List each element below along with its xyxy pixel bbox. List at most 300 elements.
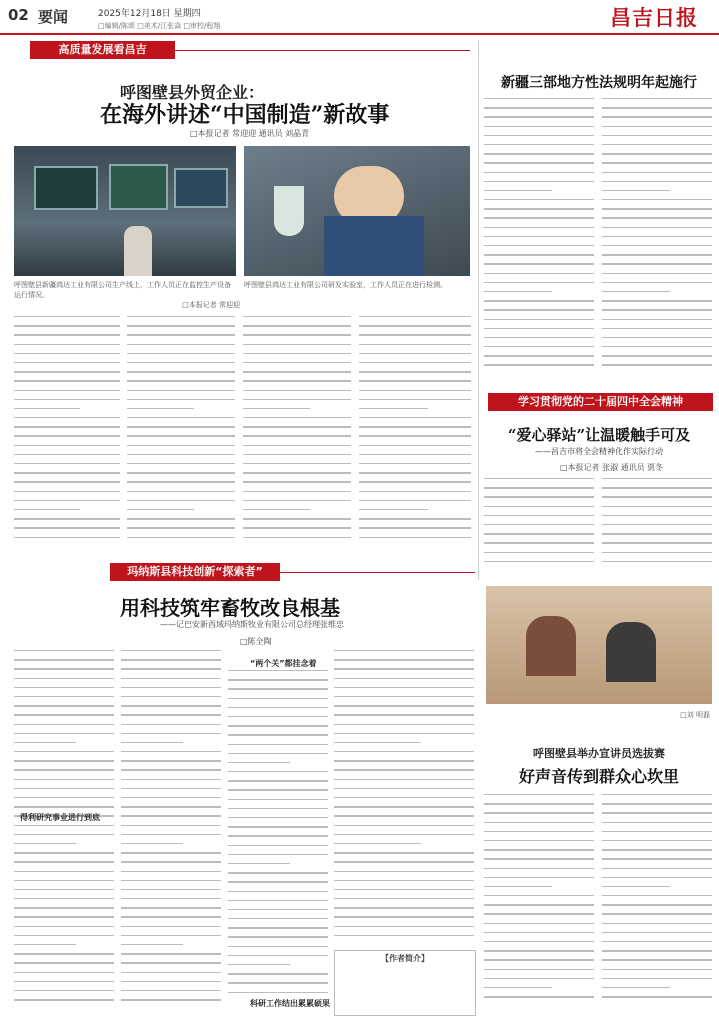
text-line — [484, 190, 552, 191]
author-note-box — [334, 950, 476, 1016]
text-line — [484, 496, 594, 497]
text-line — [602, 996, 712, 997]
text-line — [121, 880, 221, 881]
text-line — [602, 849, 712, 850]
tech-body-col-1 — [14, 650, 114, 1010]
text-line — [121, 659, 221, 660]
text-line — [243, 481, 351, 482]
text-line — [127, 408, 194, 409]
text-line — [334, 788, 474, 789]
text-line — [484, 895, 594, 896]
text-line — [243, 509, 310, 510]
text-line — [484, 941, 594, 942]
text-line — [334, 889, 474, 890]
text-line — [228, 927, 328, 928]
text-line — [602, 135, 712, 136]
law-headline: 新疆三部地方性法规明年起施行 — [501, 75, 697, 91]
text-line — [127, 472, 235, 473]
text-line — [484, 812, 594, 813]
text-line — [359, 518, 471, 519]
text-line — [14, 797, 114, 798]
text-line — [484, 849, 594, 850]
text-line — [602, 794, 712, 795]
tech-bottom-heading: 科研工作结出累累硕果 — [250, 999, 330, 1008]
text-line — [228, 670, 328, 671]
text-line — [228, 734, 328, 735]
text-line — [228, 707, 328, 708]
text-line — [602, 941, 712, 942]
text-line — [484, 515, 594, 516]
text-line — [121, 834, 221, 835]
text-line — [121, 825, 221, 826]
text-line — [359, 399, 471, 400]
text-line — [14, 650, 114, 651]
text-line — [334, 797, 474, 798]
bottom-right-photo-credit: □刘 明磊 — [680, 711, 710, 719]
text-line — [484, 904, 594, 905]
text-line — [14, 362, 120, 363]
text-line — [228, 780, 328, 781]
text-line — [602, 478, 712, 479]
text-line — [243, 426, 351, 427]
text-line — [127, 316, 235, 317]
text-line — [14, 454, 120, 455]
text-line — [243, 408, 310, 409]
text-line — [228, 918, 328, 919]
text-line — [121, 733, 221, 734]
section-name: 要闻 — [38, 8, 69, 26]
text-line — [484, 309, 594, 310]
text-line — [14, 491, 120, 492]
text-line — [359, 362, 471, 363]
text-line — [14, 760, 114, 761]
text-line — [14, 472, 120, 473]
speech-headline: 好声音传到群众心坎里 — [518, 767, 679, 786]
text-line — [127, 500, 235, 501]
text-line — [228, 891, 328, 892]
text-line — [228, 955, 328, 956]
text-line — [243, 353, 351, 354]
text-line — [602, 923, 712, 924]
text-line — [14, 371, 120, 372]
text-line — [127, 371, 235, 372]
text-line — [602, 533, 712, 534]
text-line — [359, 426, 471, 427]
text-line — [14, 926, 114, 927]
text-line — [602, 144, 712, 145]
text-line — [602, 282, 712, 283]
text-line — [14, 325, 120, 326]
text-line — [334, 678, 474, 679]
text-line — [127, 454, 235, 455]
text-line — [484, 98, 594, 99]
text-line — [359, 463, 471, 464]
text-line — [228, 688, 328, 689]
text-line — [228, 854, 328, 855]
lead-caption-right: 呼图壁县鸿达工业有限公司研发实验室，工作人员正在进行检测。 — [244, 281, 447, 289]
text-line — [484, 478, 594, 479]
text-line — [127, 380, 235, 381]
text-line — [334, 696, 474, 697]
text-line — [121, 981, 221, 982]
text-line — [228, 789, 328, 790]
text-line — [121, 687, 221, 688]
text-line — [121, 999, 221, 1000]
issue-date: 2025年12月18日 星期四 — [98, 9, 201, 19]
lead-body-col-2 — [127, 316, 235, 552]
text-line — [334, 926, 474, 927]
text-line — [359, 380, 471, 381]
text-line — [602, 950, 712, 951]
text-line — [243, 390, 351, 391]
text-line — [14, 806, 114, 807]
page-number: 02 — [8, 6, 29, 24]
text-line — [14, 935, 114, 936]
text-line — [484, 487, 594, 488]
text-line — [484, 172, 594, 173]
text-line — [228, 835, 328, 836]
text-line — [14, 678, 114, 679]
text-line — [602, 236, 712, 237]
lead-caption-left-credit: □本报记者 常迎迎 — [182, 301, 240, 309]
text-line — [484, 996, 594, 997]
text-line — [484, 126, 594, 127]
text-line — [359, 509, 428, 510]
text-line — [14, 907, 114, 908]
post-subhead: ——昌吉市将全会精神化作实际行动 — [535, 447, 663, 456]
text-line — [334, 852, 474, 853]
text-line — [14, 353, 120, 354]
text-line — [228, 744, 328, 745]
text-line — [243, 371, 351, 372]
text-line — [14, 972, 114, 973]
text-line — [14, 742, 76, 743]
text-line — [121, 852, 221, 853]
text-line — [334, 760, 474, 761]
text-line — [121, 953, 221, 954]
tech-side-heading: 得利研究事业进行到底 — [20, 813, 100, 822]
text-line — [602, 364, 712, 365]
text-line — [484, 840, 594, 841]
text-line — [14, 916, 114, 917]
text-line — [121, 926, 221, 927]
tech-banner-rule — [280, 572, 475, 573]
text-line — [14, 687, 114, 688]
text-line — [243, 417, 351, 418]
text-line — [121, 962, 221, 963]
text-line — [334, 659, 474, 660]
text-line — [14, 769, 114, 770]
text-line — [14, 871, 114, 872]
text-line — [602, 913, 712, 914]
text-line — [334, 733, 474, 734]
text-line — [334, 825, 474, 826]
text-line — [484, 364, 594, 365]
text-line — [243, 325, 351, 326]
text-line — [484, 217, 594, 218]
text-line — [14, 417, 120, 418]
author-note-title: 【作者简介】 — [381, 954, 429, 963]
tech-mid-heading: “两个关”都挂念着 — [250, 659, 317, 668]
text-line — [334, 724, 474, 725]
text-line — [243, 518, 351, 519]
tech-byline: □陈全陶 — [240, 637, 272, 646]
text-line — [602, 126, 712, 127]
text-line — [334, 742, 421, 743]
text-line — [484, 913, 594, 914]
text-line — [602, 515, 712, 516]
text-line — [334, 843, 421, 844]
text-line — [228, 845, 328, 846]
text-line — [484, 319, 594, 320]
text-line — [243, 500, 351, 501]
text-line — [121, 779, 221, 780]
text-line — [359, 390, 471, 391]
text-line — [121, 916, 221, 917]
text-line — [14, 408, 80, 409]
text-line — [602, 978, 712, 979]
text-line — [484, 208, 594, 209]
text-line — [14, 779, 114, 780]
text-line — [484, 969, 594, 970]
text-line — [121, 990, 221, 991]
text-line — [121, 944, 183, 945]
text-line — [127, 435, 235, 436]
tech-body-col-4 — [334, 650, 474, 950]
text-line — [14, 834, 114, 835]
text-line — [121, 724, 221, 725]
text-line — [228, 936, 328, 937]
text-line — [602, 895, 712, 896]
text-line — [121, 898, 221, 899]
text-line — [121, 760, 221, 761]
text-line — [602, 162, 712, 163]
text-line — [121, 907, 221, 908]
text-line — [484, 868, 594, 869]
text-line — [602, 904, 712, 905]
text-line — [484, 355, 594, 356]
text-line — [602, 309, 712, 310]
text-line — [127, 527, 235, 528]
text-line — [359, 353, 471, 354]
text-line — [14, 380, 120, 381]
text-line — [602, 337, 712, 338]
text-line — [14, 500, 120, 501]
text-line — [484, 328, 594, 329]
text-line — [14, 962, 114, 963]
lead-body-col-3 — [243, 316, 351, 552]
text-line — [334, 769, 474, 770]
text-line — [14, 852, 114, 853]
text-line — [602, 542, 712, 543]
text-line — [484, 959, 594, 960]
text-line — [484, 153, 594, 154]
text-line — [14, 509, 80, 510]
text-line — [228, 863, 290, 864]
text-line — [228, 946, 328, 947]
text-line — [484, 227, 594, 228]
text-line — [121, 668, 221, 669]
text-line — [484, 831, 594, 832]
text-line — [127, 334, 235, 335]
text-line — [602, 858, 712, 859]
text-line — [359, 435, 471, 436]
text-line — [14, 880, 114, 881]
text-line — [484, 524, 594, 525]
text-line — [243, 316, 351, 317]
text-line — [334, 861, 474, 862]
text-line — [14, 481, 120, 482]
bottom-right-photo — [486, 586, 712, 704]
text-line — [228, 698, 328, 699]
text-line — [243, 399, 351, 400]
text-line — [121, 797, 221, 798]
text-line — [602, 932, 712, 933]
text-line — [243, 527, 351, 528]
text-line — [602, 346, 712, 347]
text-line — [602, 328, 712, 329]
text-line — [14, 668, 114, 669]
text-line — [359, 481, 471, 482]
text-line — [602, 959, 712, 960]
text-line — [602, 227, 712, 228]
text-line — [602, 969, 712, 970]
text-line — [14, 999, 114, 1000]
text-line — [484, 282, 594, 283]
post-body-col-2 — [602, 478, 712, 574]
tech-body-col-2 — [121, 650, 221, 1010]
text-line — [127, 426, 235, 427]
text-line — [14, 344, 120, 345]
header-rule — [0, 33, 719, 35]
text-line — [127, 518, 235, 519]
text-line — [334, 898, 474, 899]
text-line — [334, 668, 474, 669]
text-line — [228, 982, 328, 983]
text-line — [334, 871, 474, 872]
text-line — [484, 107, 594, 108]
text-line — [484, 877, 594, 878]
lead-body-col-4 — [359, 316, 471, 552]
text-line — [484, 135, 594, 136]
text-line — [121, 889, 221, 890]
text-line — [359, 408, 428, 409]
text-line — [334, 806, 474, 807]
text-line — [359, 417, 471, 418]
text-line — [121, 972, 221, 973]
text-line — [14, 981, 114, 982]
text-line — [484, 273, 594, 274]
text-line — [602, 803, 712, 804]
text-line — [228, 679, 328, 680]
text-line — [602, 291, 670, 292]
text-line — [228, 762, 290, 763]
text-line — [359, 325, 471, 326]
text-line — [484, 822, 594, 823]
text-line — [602, 987, 670, 988]
text-line — [228, 964, 290, 965]
law-body-col-1 — [484, 98, 594, 382]
text-line — [602, 487, 712, 488]
text-line — [602, 172, 712, 173]
text-line — [121, 788, 221, 789]
text-line — [14, 334, 120, 335]
text-line — [243, 435, 351, 436]
text-line — [334, 815, 474, 816]
text-line — [484, 978, 594, 979]
text-line — [602, 217, 712, 218]
text-line — [121, 843, 183, 844]
text-line — [228, 900, 328, 901]
text-line — [14, 889, 114, 890]
text-line — [14, 445, 120, 446]
text-line — [14, 518, 120, 519]
text-line — [121, 751, 221, 752]
text-line — [484, 794, 594, 795]
text-line — [121, 769, 221, 770]
text-line — [334, 705, 474, 706]
text-line — [228, 973, 328, 974]
text-line — [243, 463, 351, 464]
text-line — [602, 98, 712, 99]
text-line — [243, 344, 351, 345]
text-line — [484, 803, 594, 804]
text-line — [243, 491, 351, 492]
text-line — [127, 353, 235, 354]
text-line — [484, 300, 594, 301]
text-line — [602, 868, 712, 869]
text-line — [228, 799, 328, 800]
text-line — [14, 724, 114, 725]
text-line — [484, 337, 594, 338]
text-line — [359, 454, 471, 455]
study-banner: 学习贯彻党的二十届四中全会精神 — [488, 393, 713, 411]
text-line — [14, 714, 114, 715]
text-line — [334, 714, 474, 715]
text-line — [484, 254, 594, 255]
text-line — [243, 362, 351, 363]
text-line — [602, 116, 712, 117]
lead-caption-left: 呼图壁县新疆鸿达工业有限公司生产线上，工作人员正在监控生产设备运行情况。 — [14, 281, 231, 299]
text-line — [334, 650, 474, 651]
text-line — [602, 107, 712, 108]
text-line — [484, 950, 594, 951]
text-line — [484, 561, 594, 562]
text-line — [602, 245, 712, 246]
text-line — [484, 552, 594, 553]
text-line — [228, 817, 328, 818]
lead-headline: 在海外讲述“中国制造”新故事 — [100, 102, 390, 128]
text-line — [602, 300, 712, 301]
lead-photo-left — [14, 146, 236, 276]
text-line — [14, 316, 120, 317]
text-line — [359, 344, 471, 345]
text-line — [121, 650, 221, 651]
text-line — [484, 263, 594, 264]
text-line — [334, 907, 474, 908]
text-line — [484, 506, 594, 507]
text-line — [484, 858, 594, 859]
text-line — [14, 659, 114, 660]
text-line — [121, 861, 221, 862]
text-line — [228, 872, 328, 873]
text-line — [121, 696, 221, 697]
text-line — [334, 779, 474, 780]
text-line — [243, 537, 351, 538]
text-line — [602, 254, 712, 255]
tech-subhead: ——记巴安新西域玛纳斯牧业有限公司总经理张维忠 — [160, 620, 344, 629]
lead-photo-right — [244, 146, 470, 276]
